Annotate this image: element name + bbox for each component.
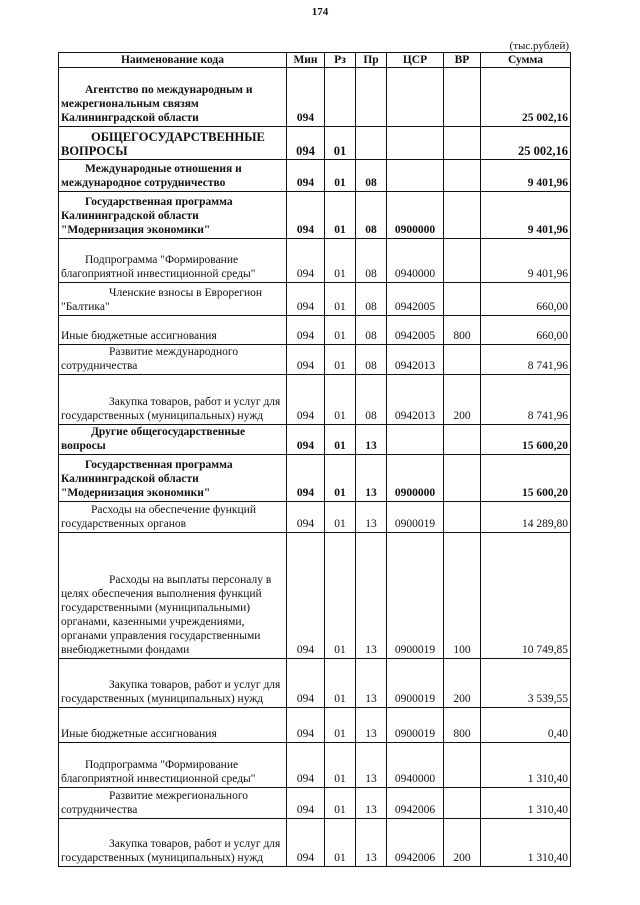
row-name: Государственная программа Калининградской области "Модернизация экономики" [59,192,287,239]
row-csr [387,160,444,192]
page-number: 174 [311,6,329,18]
row-csr [387,425,444,455]
row-vr [444,127,481,160]
row-csr: 0940000 [387,743,444,788]
row-vr: 100 [444,533,481,659]
row-name: ОБЩЕГОСУДАРСТВЕННЫЕ ВОПРОСЫ [59,127,287,160]
table-header-row [59,53,571,68]
row-min: 094 [287,345,325,375]
row-csr [387,127,444,160]
row-rz: 01 [325,502,356,533]
row-name: Расходы на выплаты персоналу в целях обеспечения выполнения функций государственными (муниципальными) органами, казенными учреждениями, органами управления государственными внебюджетными фондами [59,533,287,659]
row-pr: 13 [356,743,387,788]
row-name: Подпрограмма "Формирование благоприятной инвестиционной среды" [59,239,287,283]
row-pr: 13 [356,502,387,533]
row-pr: 13 [356,425,387,455]
row-sum: 25 002,16 [481,127,571,160]
row-min: 094 [287,743,325,788]
row-csr: 0942005 [387,283,444,316]
row-csr: 0942013 [387,345,444,375]
row-pr: 08 [356,283,387,316]
row-min: 094 [287,533,325,659]
row-vr [444,425,481,455]
row-csr: 0942005 [387,316,444,345]
budget-table [58,52,571,867]
table-row [59,192,571,239]
table-row [59,425,571,455]
row-vr [444,239,481,283]
row-csr: 0942006 [387,788,444,819]
row-vr [444,455,481,502]
row-sum: 8 741,96 [481,375,571,425]
row-rz: 01 [325,708,356,743]
row-csr: 0900019 [387,659,444,708]
row-pr: 08 [356,192,387,239]
row-vr [444,502,481,533]
row-rz: 01 [325,375,356,425]
row-rz: 01 [325,788,356,819]
row-min: 094 [287,160,325,192]
table-row [59,659,571,708]
row-pr [356,68,387,127]
row-name: Закупка товаров, работ и услуг для государственных (муниципальных) нужд [59,375,287,425]
row-min: 094 [287,192,325,239]
row-sum: 14 289,80 [481,502,571,533]
row-name: Агентство по международным и межрегиональным связям Калининградской области [59,68,287,127]
table-row [59,316,571,345]
table-row [59,455,571,502]
table-row [59,160,571,192]
row-csr: 0900019 [387,708,444,743]
row-pr [356,127,387,160]
row-vr [444,192,481,239]
row-vr [444,788,481,819]
row-min: 094 [287,819,325,867]
row-vr: 200 [444,659,481,708]
row-csr: 0940000 [387,239,444,283]
row-vr [444,160,481,192]
table-row [59,708,571,743]
row-rz: 01 [325,316,356,345]
header-pr: Пр [356,53,387,68]
row-csr: 0900000 [387,192,444,239]
row-sum: 3 539,55 [481,659,571,708]
row-min: 094 [287,659,325,708]
row-name: Закупка товаров, работ и услуг для государственных (муниципальных) нужд [59,659,287,708]
row-pr: 08 [356,239,387,283]
row-rz: 01 [325,160,356,192]
row-min: 094 [287,316,325,345]
row-csr [387,68,444,127]
row-name: Членские взносы в Еврорегион "Балтика" [59,283,287,316]
row-sum: 15 600,20 [481,425,571,455]
row-rz: 01 [325,533,356,659]
row-pr: 08 [356,375,387,425]
row-pr: 08 [356,160,387,192]
row-min: 094 [287,788,325,819]
row-min: 094 [287,425,325,455]
row-sum: 0,40 [481,708,571,743]
row-pr: 13 [356,533,387,659]
row-rz: 01 [325,345,356,375]
row-min: 094 [287,283,325,316]
row-name: Международные отношения и международное сотрудничество [59,160,287,192]
row-min: 094 [287,68,325,127]
row-pr: 13 [356,788,387,819]
row-sum: 1 310,40 [481,788,571,819]
row-rz: 01 [325,192,356,239]
row-pr: 13 [356,819,387,867]
row-pr: 08 [356,316,387,345]
row-vr: 800 [444,708,481,743]
row-vr [444,743,481,788]
row-rz: 01 [325,425,356,455]
row-sum: 25 002,16 [481,68,571,127]
row-vr: 200 [444,819,481,867]
row-name: Подпрограмма "Формирование благоприятной инвестиционной среды" [59,743,287,788]
row-sum: 9 401,96 [481,192,571,239]
table-row [59,502,571,533]
row-pr: 13 [356,455,387,502]
row-csr: 0900019 [387,533,444,659]
row-vr [444,68,481,127]
row-csr: 0900019 [387,502,444,533]
row-sum: 8 741,96 [481,345,571,375]
row-min: 094 [287,127,325,160]
row-vr: 200 [444,375,481,425]
row-name: Расходы на обеспечение функций государственных органов [59,502,287,533]
row-name: Развитие межрегионального сотрудничества [59,788,287,819]
header-vr: ВР [444,53,481,68]
row-csr: 0942006 [387,819,444,867]
row-sum: 1 310,40 [481,743,571,788]
row-vr [444,283,481,316]
row-csr: 0900000 [387,455,444,502]
row-rz: 01 [325,455,356,502]
row-sum: 9 401,96 [481,239,571,283]
table-row [59,239,571,283]
row-name: Иные бюджетные ассигнования [59,316,287,345]
units-label: (тыс.рублей) [509,40,569,52]
row-name: Государственная программа Калининградской области "Модернизация экономики" [59,455,287,502]
row-rz: 01 [325,659,356,708]
row-min: 094 [287,239,325,283]
row-rz: 01 [325,743,356,788]
header-sum: Сумма [481,53,571,68]
row-rz: 01 [325,283,356,316]
row-min: 094 [287,455,325,502]
row-name: Другие общегосударственные вопросы [59,425,287,455]
row-sum: 10 749,85 [481,533,571,659]
row-vr [444,345,481,375]
table-row [59,283,571,316]
row-rz: 01 [325,819,356,867]
row-name: Закупка товаров, работ и услуг для государственных (муниципальных) нужд [59,819,287,867]
row-rz: 01 [325,127,356,160]
header-rz: Рз [325,53,356,68]
row-min: 094 [287,708,325,743]
row-name: Развитие международного сотрудничества [59,345,287,375]
table-row [59,819,571,867]
row-name: Иные бюджетные ассигнования [59,708,287,743]
row-csr: 0942013 [387,375,444,425]
row-pr: 08 [356,345,387,375]
row-rz [325,68,356,127]
header-name: Наименование кода [59,53,287,68]
table-row [59,533,571,659]
row-sum: 15 600,20 [481,455,571,502]
header-csr: ЦСР [387,53,444,68]
row-sum: 660,00 [481,283,571,316]
row-min: 094 [287,502,325,533]
row-sum: 660,00 [481,316,571,345]
row-sum: 9 401,96 [481,160,571,192]
header-min: Мин [287,53,325,68]
row-min: 094 [287,375,325,425]
table-row [59,127,571,160]
table-row [59,375,571,425]
table-row [59,345,571,375]
table-row [59,743,571,788]
row-rz: 01 [325,239,356,283]
table-row [59,788,571,819]
row-pr: 13 [356,659,387,708]
table-row [59,68,571,127]
row-vr: 800 [444,316,481,345]
row-pr: 13 [356,708,387,743]
row-sum: 1 310,40 [481,819,571,867]
